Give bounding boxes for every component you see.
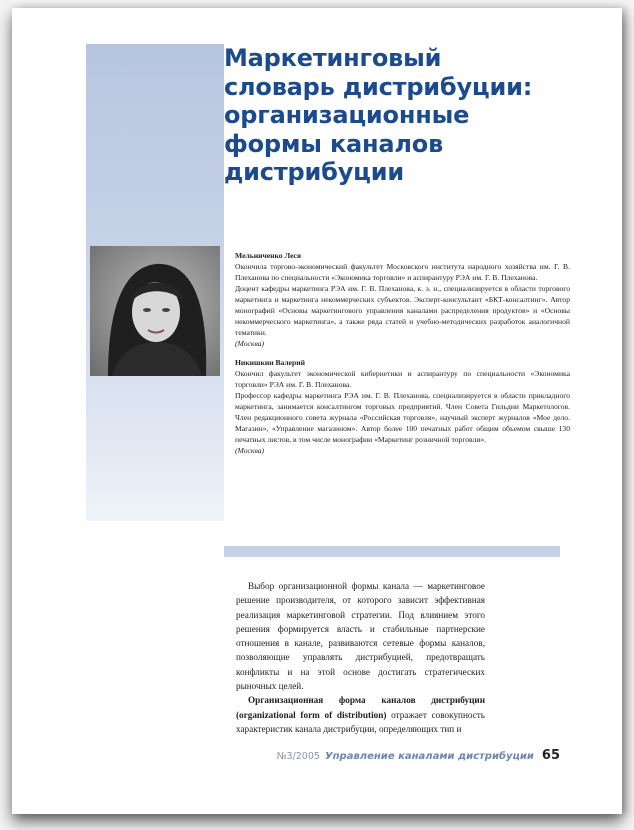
author-bio: [235, 357, 570, 456]
journal-name: Управление каналами дистрибуции: [324, 751, 534, 762]
article-body: [236, 579, 485, 736]
author-name: Мельниченко Леся: [235, 251, 302, 260]
page-footer: [270, 744, 560, 763]
article-title: Маркетинговый словарь дистрибуции: организационные формы каналов дистрибуции: [224, 44, 533, 186]
author-city: (Москва): [235, 446, 265, 455]
author-photo: [90, 246, 220, 376]
term-explanation: отражает совокупность характеристик канала дистрибуции, определяющих тип и: [236, 709, 485, 734]
term-definition: Организационная форма каналов дистрибуции (organizational form of distribution): [236, 695, 485, 720]
author-bios: [235, 250, 570, 464]
issue-number: №3/2005: [276, 751, 320, 762]
bio-text: Окончил факультет экономической кибернетики и аспирантуру по специальности «Экономика торговли» РЭА им. Г. В. Плеханова.: [235, 369, 570, 389]
bio-text: Профессор кафедры маркетинга РЭА им. Г. В. Плеханова, специализируется в области прикладного маркетинга, занимается консалтингом торговых предприятий. Член Совета Гильдии Маркетологов. Член редакционного совета журнала «Российская торговля», научный эксперт журналов «Мое дело. Магазин», «Управление магазином». Автор более 100 печатных работ общим объемом свыше 130 печатных листов, в том числе монографии «Маркетинг розничной торговли».: [235, 391, 570, 444]
body-paragraph: [236, 693, 485, 736]
page-number: 65: [541, 748, 560, 763]
magazine-page: [12, 8, 622, 814]
section-divider: [224, 546, 560, 557]
body-paragraph: Выбор организационной формы канала — маркетинговое решение производителя, от которого зависит эффективная реализация маркетинговой стратегии. Под влиянием этого решения формируется власть и стабильные партнерские отношения в канале, развиваются сетевые формы каналов, позволяющие управлять дистрибуцией, предотвращать конфликты и на этой основе достигать стратегических рыночных целей.: [236, 581, 485, 692]
author-bio: [235, 250, 570, 349]
bio-text: Окончила торгово-экономический факультет Московского института народного хозяйства им. Г. В. Плеханова по специальности «Экономика торговли» и аспирантуру РЭА им. Г. В. Плеханова.: [235, 262, 570, 282]
author-city: (Москва): [235, 339, 265, 348]
author-name: Никишкин Валерий: [235, 358, 306, 367]
bio-text: Доцент кафедры маркетинга РЭА им. Г. В. Плеханова, к. э. н., специализируется в области торгового маркетинга и маркетинга некоммерческих субъектов. Эксперт-консультант «БКТ-консалтинг». Автор монографий «Основы маркетингового управления каналами распределения продуктов» и «Основы некоммерческого маркетинга», а также ряда статей и учебно-методических разработок аналогичной тематики.: [235, 284, 570, 337]
